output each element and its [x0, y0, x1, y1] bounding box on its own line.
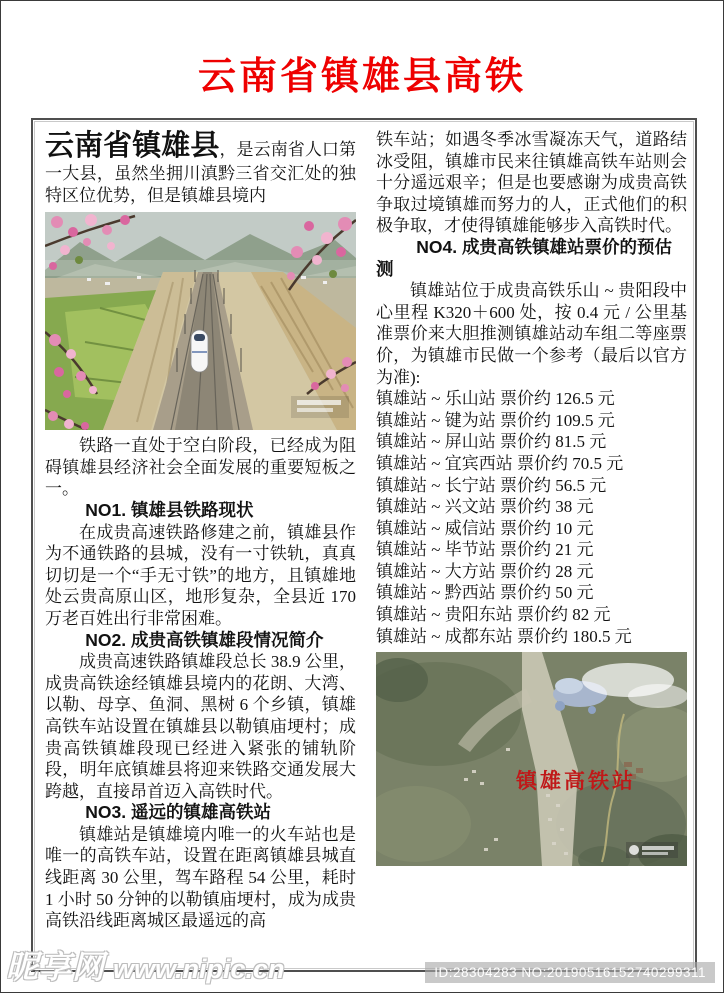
continuation-paragraph: 铁车站；如遇冬季冰雪凝冻天气，道路结冰受阻，镇雄市民来往镇雄高铁车站则会十分遥远艰辛；但是也要感谢为成贵高铁争取过境镇雄而努力的人，正式他们的积极争取，才使得镇雄能够步入高铁时代。 [376, 130, 687, 236]
price-line: 镇雄站 ~ 键为站 票价约 109.5 元 [376, 410, 615, 430]
photo-watermark [291, 396, 349, 418]
map-station-label: 镇雄高铁站 [516, 768, 636, 794]
price-line: 镇雄站 ~ 乐山站 票价约 126.5 元 [376, 389, 615, 409]
section2-body: 成贵高速铁路镇雄段总长 38.9 公里，成贵高铁途经镇雄县境内的花朗、大湾、以勒、母享、鱼洞、黑树 6 个乡镇，镇雄高铁车站设置在镇雄县以勒镇庙埂村；成贵高铁镇雄段现已经进入紧张的铺轨阶段，明年底镇雄县将迎来铁路交通发展大跨越，直接昂首迈入高铁时代。 [45, 652, 356, 801]
map-watermark [626, 842, 678, 858]
section3-heading: NO3. 遥远的镇雄高铁站 [85, 802, 271, 823]
paragraph: 铁路一直处于空白阶段，已经成为阻碍镇雄县经济社会全面发展的重要短板之一。 [45, 436, 356, 499]
price-line: 镇雄站 ~ 宜宾西站 票价约 70.5 元 [376, 453, 624, 473]
right-column [376, 129, 687, 966]
nipic-watermark [6, 942, 285, 988]
price-line: 镇雄站 ~ 成都东站 票价约 180.5 元 [376, 626, 632, 646]
section1-heading: NO1. 镇雄县铁路现状 [85, 499, 254, 520]
price-line: 镇雄站 ~ 黔西站 票价约 50 元 [376, 583, 594, 603]
intro-lead-text: 云南省镇雄县 [45, 130, 220, 162]
intro-paragraph [45, 129, 356, 206]
price-line: 镇雄站 ~ 威信站 票价约 10 元 [376, 518, 594, 538]
price-line: 镇雄站 ~ 长宁站 票价约 56.5 元 [376, 475, 607, 495]
price-line: 镇雄站 ~ 毕节站 票价约 21 元 [376, 540, 594, 560]
price-line: 镇雄站 ~ 贵阳东站 票价约 82 元 [376, 605, 611, 625]
section4-heading: NO4. 成贵高铁镇雄站票价的预估测 [376, 236, 672, 279]
left-column [45, 129, 356, 966]
section2-heading: NO2. 成贵高铁镇雄段情况简介 [85, 629, 324, 650]
price-line: 镇雄站 ~ 屏山站 票价约 81.5 元 [376, 432, 607, 452]
stock-id-badge: ID:28304283 NO:20190516152740299311 [425, 962, 715, 983]
satellite-map-image [376, 652, 687, 866]
nipic-url: www.nipic.cn [113, 954, 285, 984]
page-title: 云南省镇雄县高铁 [197, 56, 526, 98]
section3-body: 镇雄站是镇雄境内唯一的火车站也是唯一的高铁车站，设置在距离镇雄县城直线距离 30 公里，驾车路程 54 公里，耗时 1 小时 50 分钟的以勒镇庙埂村，成为成贵高铁沿线距离城区最遥远的高 [45, 824, 356, 931]
content-frame [31, 118, 697, 972]
section1-body: 在成贵高速铁路修建之前，镇雄县作为不通铁路的县城，没有一寸铁轨，真真切切是一个“手无寸铁”的地方，且镇雄地处云贵高原山区，地形复杂，全县近 170 万老百姓出行非常困难。 [45, 522, 356, 628]
train-icon [191, 330, 208, 372]
price-line: 镇雄站 ~ 兴文站 票价约 38 元 [376, 497, 594, 517]
nipic-logo: 昵享网 [6, 949, 106, 985]
price-list [376, 388, 687, 647]
section4-body: 镇雄站位于成贵高铁乐山 ~ 贵阳段中心里程 K320＋600 处，按 0.4 元 / 公里基准票价来大胆推测镇雄站动车组二等座票价，为镇雄市民做一个参考（最后以官方为准): [376, 281, 687, 387]
price-line: 镇雄站 ~ 大方站 票价约 28 元 [376, 561, 594, 581]
railway-construction-photo [45, 212, 356, 430]
intro-rest-text: ，是云南省人口第一大县，虽然坐拥川滇黔三省交汇处的独特区位优势，但是镇雄县境内 [45, 140, 356, 205]
